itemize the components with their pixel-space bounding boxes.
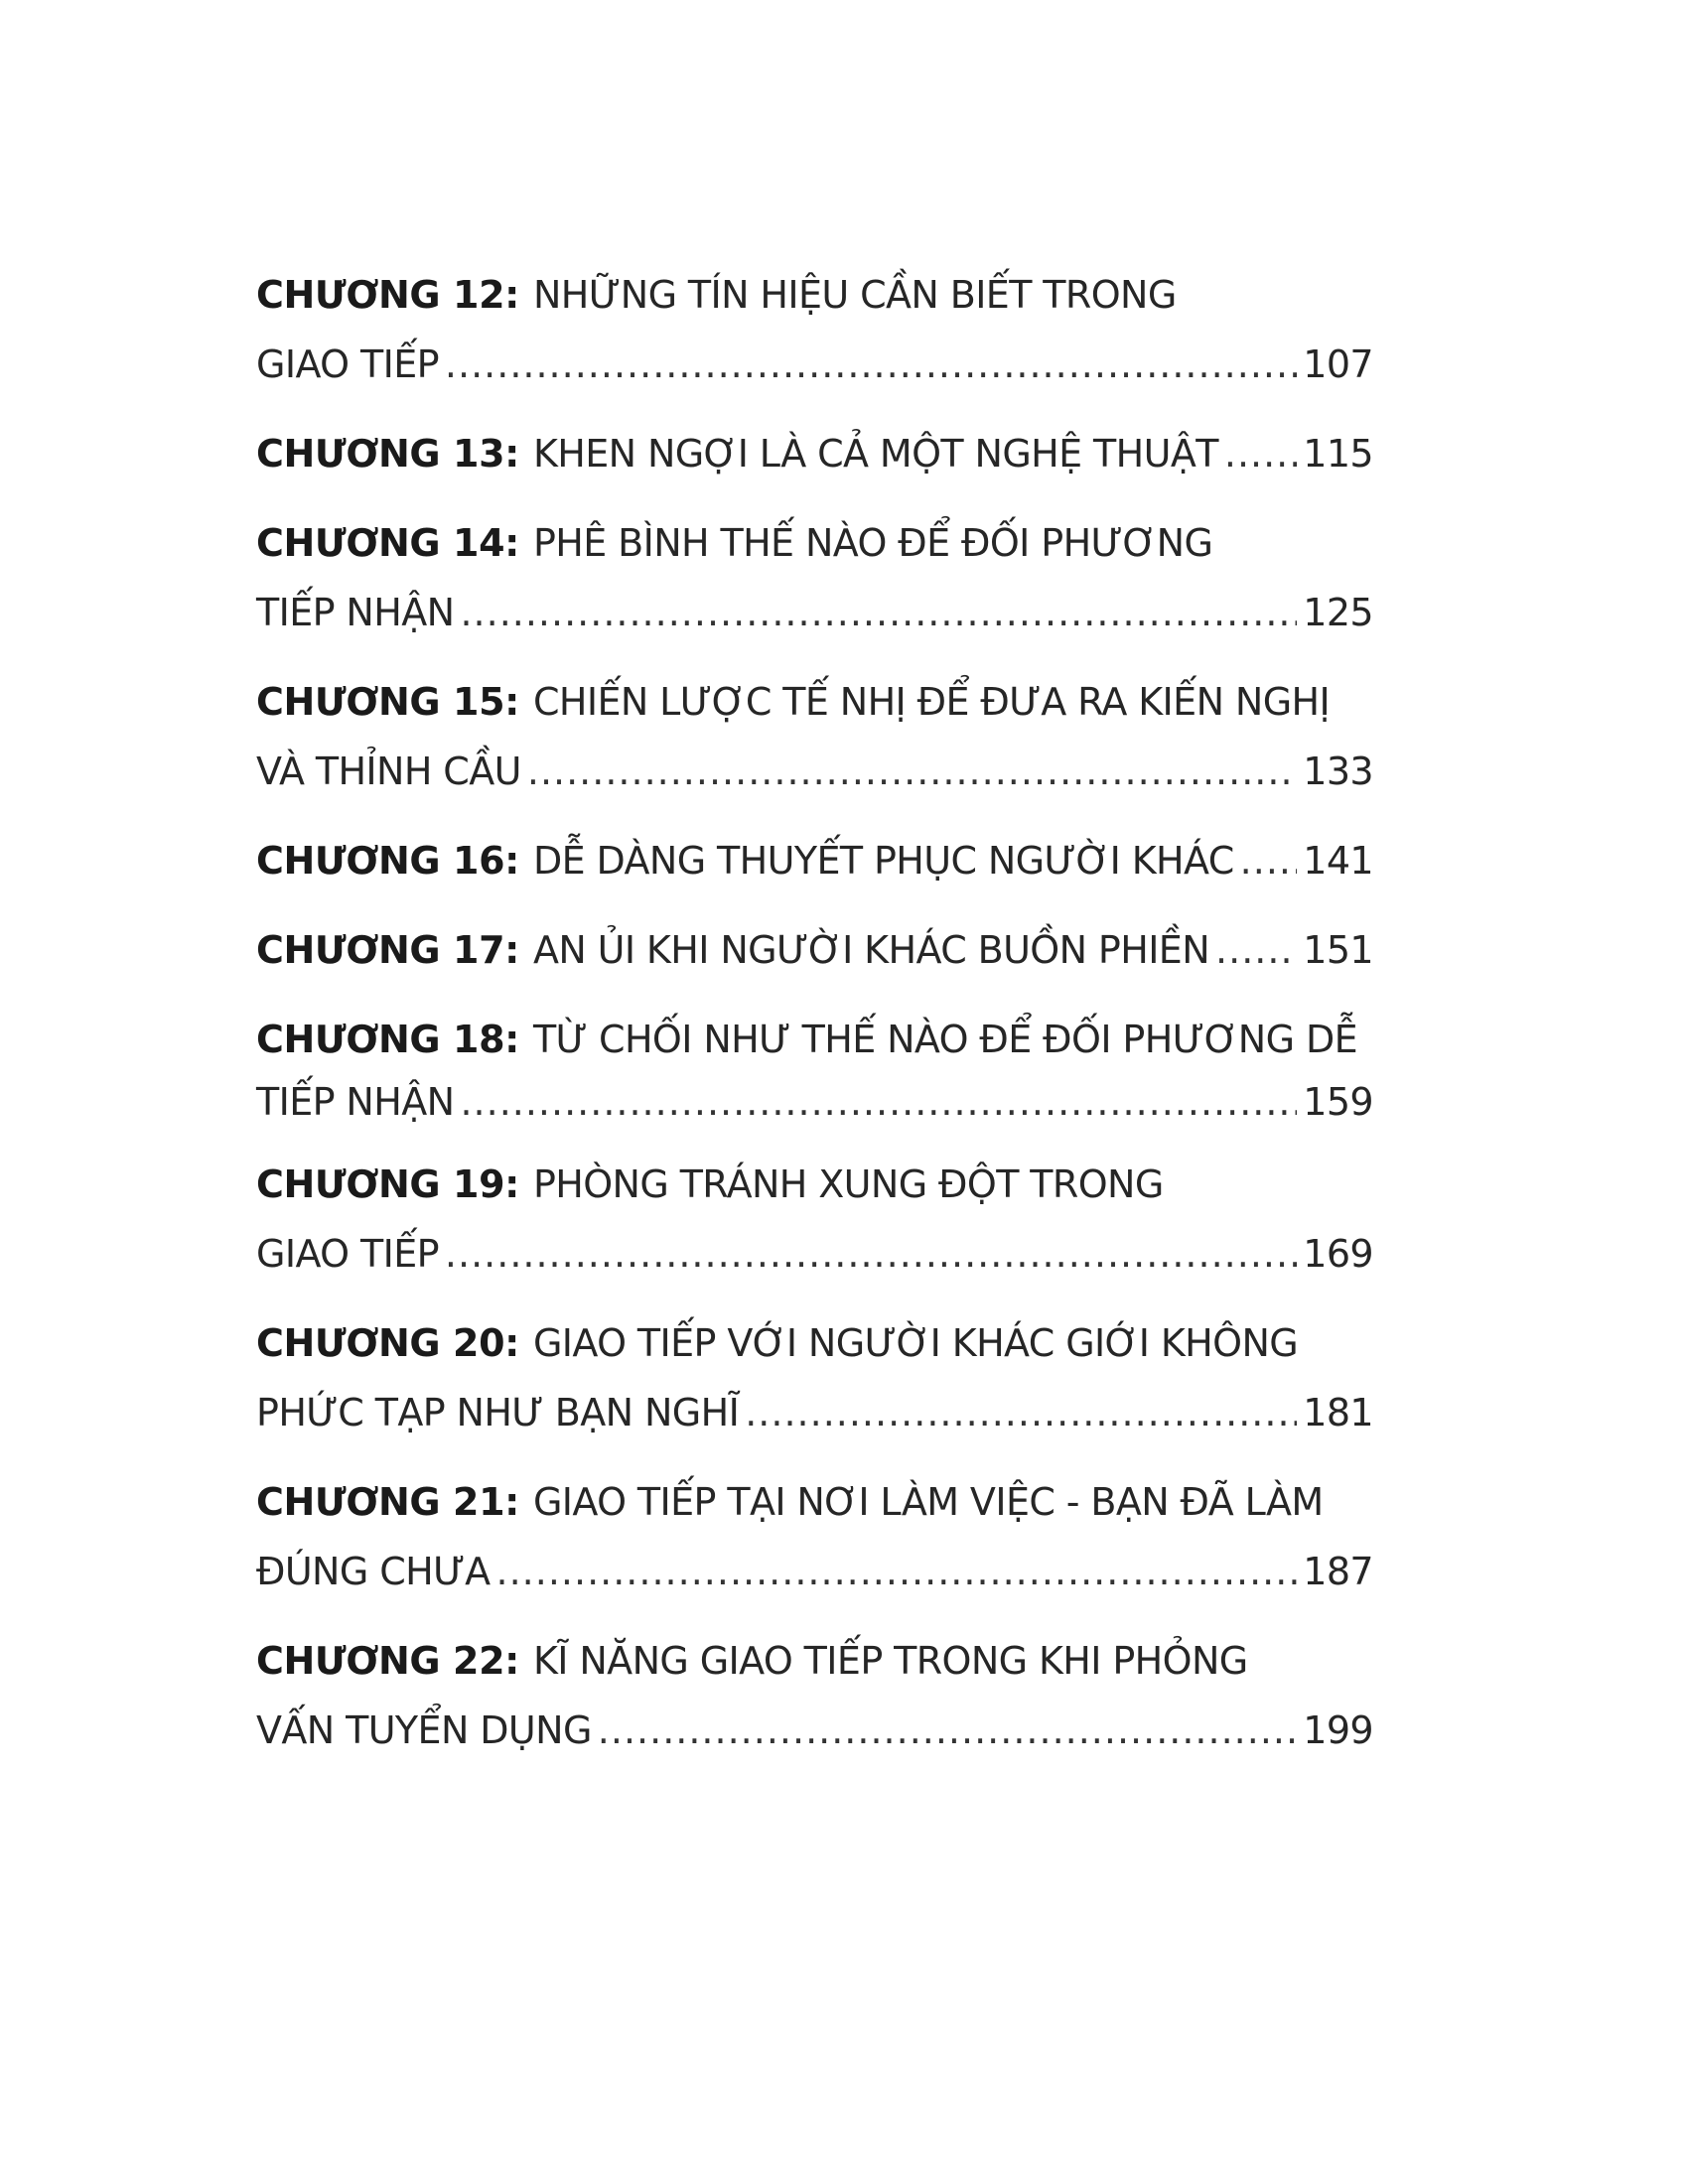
leader-dots	[1224, 419, 1297, 488]
chapter-label: CHƯƠNG 20:	[256, 1321, 519, 1365]
chapter-title-continued: PHỨC TẠP NHƯ BẠN NGHĨ	[256, 1391, 740, 1434]
chapter-title: DỄ DÀNG THUYẾT PHỤC NGƯỜI KHÁC	[532, 839, 1234, 883]
chapter-label: CHƯƠNG 19:	[256, 1162, 519, 1206]
leader-dots	[1215, 915, 1297, 985]
chapter-label: CHƯƠNG 21:	[256, 1480, 519, 1524]
toc-entry-chapter-21[interactable]	[256, 1467, 1373, 1606]
toc-entry-chapter-16[interactable]	[256, 826, 1373, 895]
chapter-label: CHƯƠNG 18:	[256, 1018, 519, 1061]
chapter-label: CHƯƠNG 17:	[256, 928, 519, 972]
leader-dots	[460, 578, 1297, 647]
page-number: 199	[1303, 1708, 1373, 1752]
leader-dots	[445, 1219, 1297, 1289]
chapter-title: GIAO TIẾP VỚI NGƯỜI KHÁC GIỚI KHÔNG	[532, 1321, 1299, 1365]
chapter-label: CHƯƠNG 14:	[256, 521, 519, 565]
page-number: 181	[1303, 1391, 1373, 1434]
chapter-title: PHÊ BÌNH THẾ NÀO ĐỂ ĐỐI PHƯƠNG	[532, 521, 1213, 565]
page-number: 187	[1303, 1550, 1373, 1593]
toc-entry-chapter-13[interactable]	[256, 419, 1373, 488]
chapter-title-continued: VÀ THỈNH CẦU	[256, 750, 521, 793]
chapter-label: CHƯƠNG 15:	[256, 680, 519, 724]
page-number: 125	[1303, 591, 1373, 634]
toc-entry-chapter-22[interactable]	[256, 1626, 1373, 1765]
toc-entry-chapter-12[interactable]	[256, 260, 1373, 399]
page-number: 151	[1303, 928, 1373, 972]
chapter-title: TỪ CHỐI NHƯ THẾ NÀO ĐỂ ĐỐI PHƯƠNG DỄ	[532, 1018, 1358, 1061]
toc-entry-chapter-15[interactable]	[256, 667, 1373, 806]
leader-dots	[1240, 826, 1298, 895]
toc-entry-chapter-17[interactable]	[256, 915, 1373, 985]
page-number: 159	[1303, 1080, 1373, 1124]
chapter-title: AN ỦI KHI NGƯỜI KHÁC BUỒN PHIỀN	[532, 928, 1210, 972]
page-number: 115	[1303, 432, 1373, 476]
leader-dots	[745, 1378, 1297, 1447]
page-number: 141	[1303, 839, 1373, 883]
chapter-label: CHƯƠNG 16:	[256, 839, 519, 883]
chapter-title-continued: TIẾP NHẬN	[256, 591, 455, 634]
chapter-title: KĨ NĂNG GIAO TIẾP TRONG KHI PHỎNG	[532, 1639, 1248, 1683]
chapter-title: PHÒNG TRÁNH XUNG ĐỘT TRONG	[532, 1162, 1164, 1206]
chapter-label: CHƯƠNG 13:	[256, 432, 519, 476]
leader-dots	[460, 1074, 1297, 1130]
toc-entry-chapter-18[interactable]	[256, 1005, 1373, 1130]
toc-entry-chapter-14[interactable]	[256, 508, 1373, 647]
page-number: 169	[1303, 1232, 1373, 1276]
page-number: 107	[1303, 342, 1373, 386]
leader-dots	[527, 737, 1297, 806]
leader-dots	[598, 1696, 1297, 1765]
table-of-contents	[256, 260, 1373, 1765]
chapter-title: NHỮNG TÍN HIỆU CẦN BIẾT TRONG	[532, 273, 1177, 317]
chapter-title: KHEN NGỢI LÀ CẢ MỘT NGHỆ THUẬT	[532, 432, 1218, 476]
chapter-title-continued: GIAO TIẾP	[256, 1232, 439, 1276]
chapter-label: CHƯƠNG 12:	[256, 273, 519, 317]
chapter-title-continued: TIẾP NHẬN	[256, 1080, 455, 1124]
page-number: 133	[1303, 750, 1373, 793]
leader-dots	[496, 1537, 1298, 1606]
chapter-title-continued: VẤN TUYỂN DỤNG	[256, 1708, 592, 1752]
chapter-title: GIAO TIẾP TẠI NƠI LÀM VIỆC - BẠN ĐÃ LÀM	[532, 1480, 1324, 1524]
toc-entry-chapter-19[interactable]	[256, 1150, 1373, 1289]
chapter-title-continued: GIAO TIẾP	[256, 342, 439, 386]
toc-entry-chapter-20[interactable]	[256, 1308, 1373, 1447]
chapter-label: CHƯƠNG 22:	[256, 1639, 519, 1683]
chapter-title: CHIẾN LƯỢC TẾ NHỊ ĐỂ ĐƯA RA KIẾN NGHỊ	[532, 680, 1331, 724]
chapter-title-continued: ĐÚNG CHƯA	[256, 1550, 491, 1593]
leader-dots	[445, 330, 1297, 399]
